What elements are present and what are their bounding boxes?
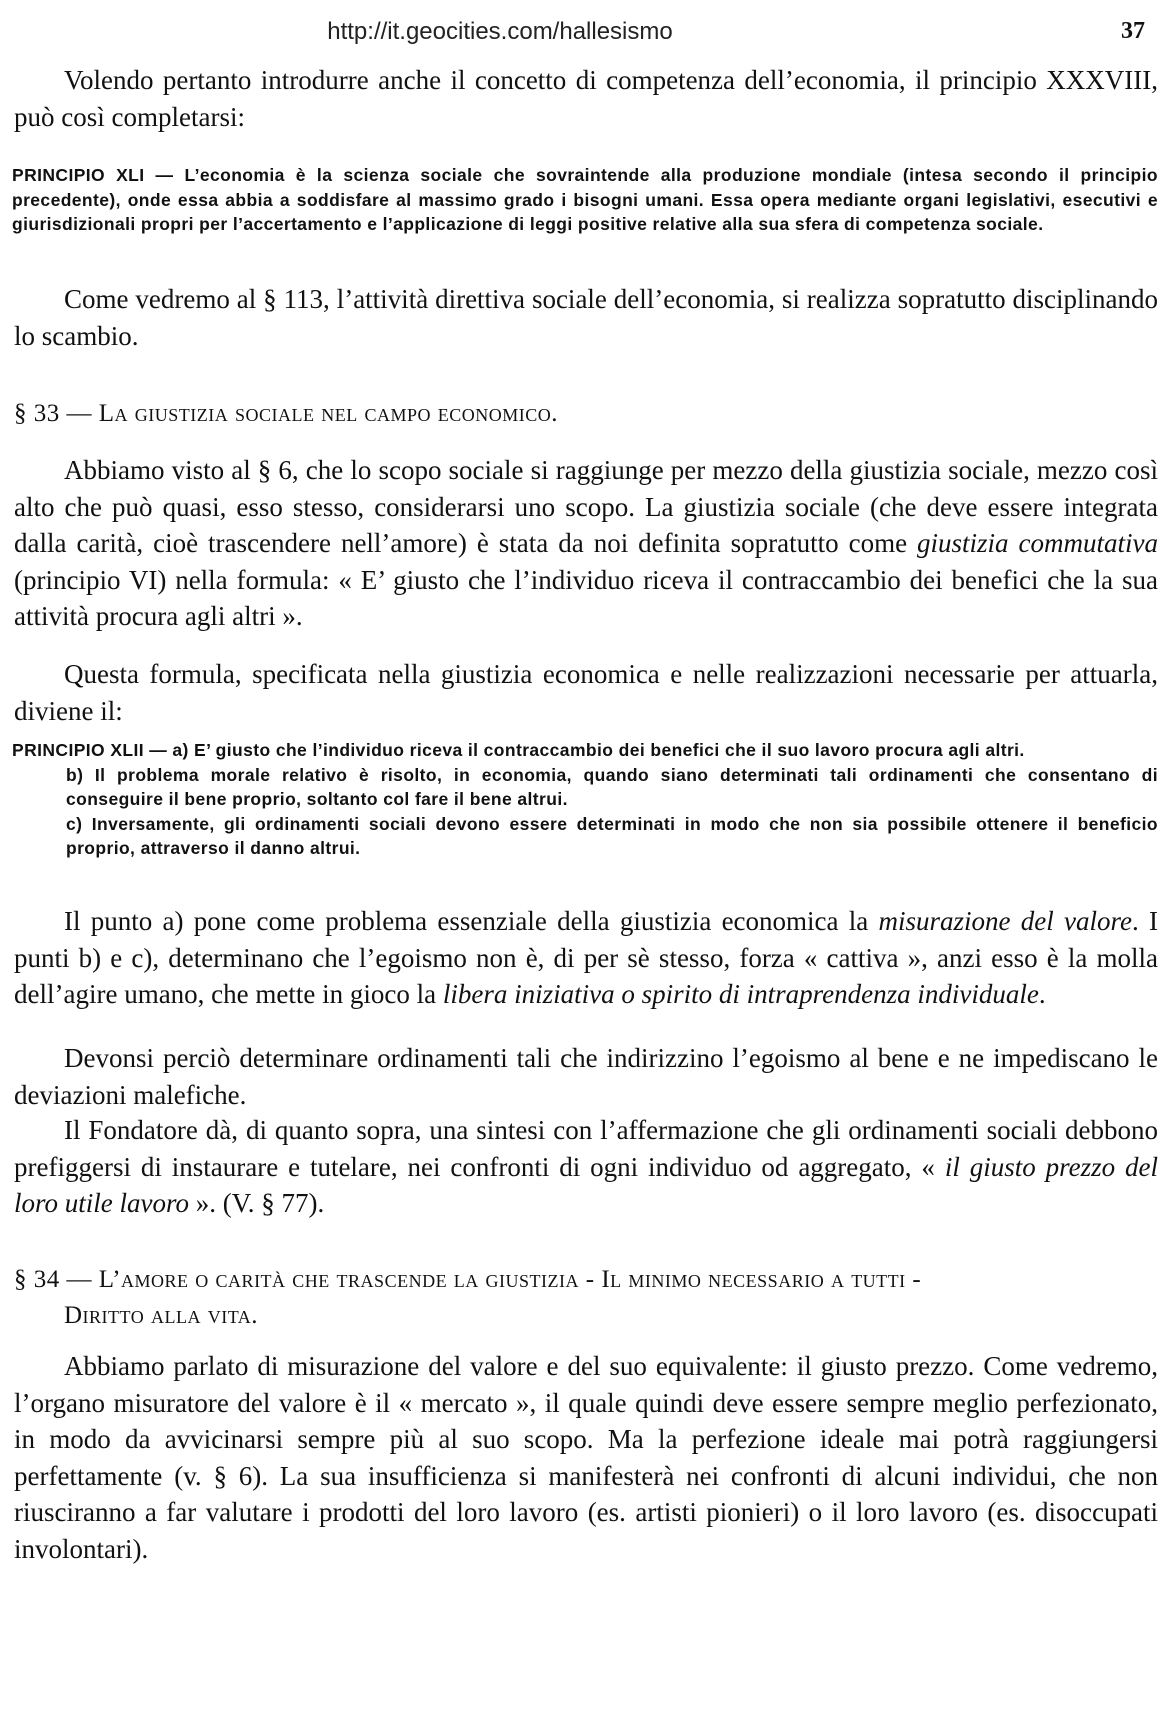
section-34-heading-line-1: § 34 — L’amore o carità che trascende la giustizia - Il minimo necessario a tutti - [14, 1266, 922, 1293]
emphasis-fair-price: il giusto prezzo del loro utile lavoro [14, 1151, 1158, 1218]
paragraph-founder [14, 1112, 1158, 1222]
paragraph-founder-part-2: ». (V. § 77). [189, 1188, 325, 1218]
emphasis-free-initiative: libera iniziativa o spirito di intraprendenza individuale [442, 979, 1039, 1009]
paragraph-egoism: Devonsi perciò determinare ordinamenti tali che indirizzino l’egoismo al bene e ne impediscano le deviazioni malefiche. [14, 1043, 1158, 1110]
paragraph-exchange: Come vedremo al § 113, l’attività direttiva sociale dell’economia, si realizza sopratutto disciplinando lo scambio. [14, 284, 1158, 351]
principle-xlii-point-c: c) Inversamente, gli ordinamenti sociali devono essere determinati in modo che non sia possibile ottenere il beneficio proprio, attraverso il danno altrui. [66, 813, 1158, 858]
paragraph-value-part-3: . [1038, 979, 1046, 1009]
paragraph-formula: Questa formula, specificata nella giustizia economica e nelle realizzazioni necessarie per attuarla, diviene il: [14, 659, 1158, 726]
paragraph-social-justice-part-1: Abbiamo visto al § 6, che lo scopo sociale si raggiunge per mezzo della giustizia sociale, mezzo così alto che può quasi, esso stesso, considerarsi uno scopo. La giustizia sociale (che deve essere integrata dalla carità, cioè trascendere nell’amore) è stata da noi definita sopratutto come [14, 455, 1158, 558]
header-url: http://it.geocities.com/hallesismo [327, 18, 673, 45]
principle-xlii-point-a: PRINCIPIO XLII — a) E’ giusto che l’individuo riceva il contraccambio dei benefici che il suo lavoro procura agli altri. [12, 740, 1025, 760]
principle-xli-text: PRINCIPIO XLI — L’economia è la scienza sociale che sovraintende alla produzione mondiale (intesa secondo il principio precedente), onde essa abbia a soddisfare al massimo grado i bisogni umani. Essa opera mediante organi legislativi, esecutivi e giurisdizionali propri per l’accertamento e l’applicazione di leggi positive relative alla sua sfera di competenza sociale. [12, 165, 1158, 234]
page-number: 37 [1121, 18, 1145, 44]
principle-xlii [12, 738, 1158, 861]
principle-xli [12, 163, 1158, 237]
section-34-heading-line-2: Diritto alla vita. [64, 1302, 258, 1329]
section-34-heading [14, 1262, 1158, 1334]
paragraph-value-part-2: . I punti b) e c), determinano che l’egoismo non è, di per sè stesso, forza « cattiva », anzi esso è la molla dell’agire umano, che mette in gioco la [14, 906, 1158, 1009]
paragraph-value-measurement [14, 903, 1158, 1013]
paragraph-value-part-1: Il punto a) pone come problema essenziale della giustizia economica la [64, 906, 879, 936]
paragraph-social-justice-part-2: (principio VI) nella formula: « E’ giusto che l’individuo riceva il contraccambio dei benefici che la sua attività procura agli altri ». [14, 564, 1158, 631]
principle-xlii-point-b: b) Il problema morale relativo è risolto, in economia, quando siano determinati tali ordinamenti che consentano di conseguire il bene proprio, soltanto col fare il bene altrui. [66, 764, 1158, 809]
emphasis-commutative-justice: giustizia commutativa [917, 528, 1158, 558]
paragraph-founder-part-1: Il Fondatore dà, di quanto sopra, una sintesi con l’affermazione che gli ordinamenti sociali debbono prefiggersi di instaurare e tutelare, nei confronti di ogni individuo od aggregato, « [14, 1115, 1158, 1182]
paragraph-social-justice [14, 452, 1158, 635]
paragraph-love-charity: Abbiamo parlato di misurazione del valore e del suo equivalente: il giusto prezzo. Come vedremo, l’organo misuratore del valore è il « mercato », il quale quindi deve essere sempre meglio perfezionato, in modo da avvicinarsi sempre più al suo scopo. Ma la perfezione ideale mai potrà raggiungersi perfettamente (v. § 6). La sua insufficienza si manifesterà nei confronti di alcuni individui, che non riusciranno a far valutare i prodotti del loro lavoro (es. artisti pionieri) o il loro lavoro (es. disoccupati involontari). [14, 1351, 1158, 1564]
emphasis-value-measurement: misurazione del valore [878, 906, 1132, 936]
paragraph-intro: Volendo pertanto introdurre anche il concetto di competenza dell’economia, il principio XXXVIII, può così completarsi: [14, 65, 1158, 132]
section-33-heading: § 33 — La giustizia sociale nel campo economico. [14, 400, 559, 427]
